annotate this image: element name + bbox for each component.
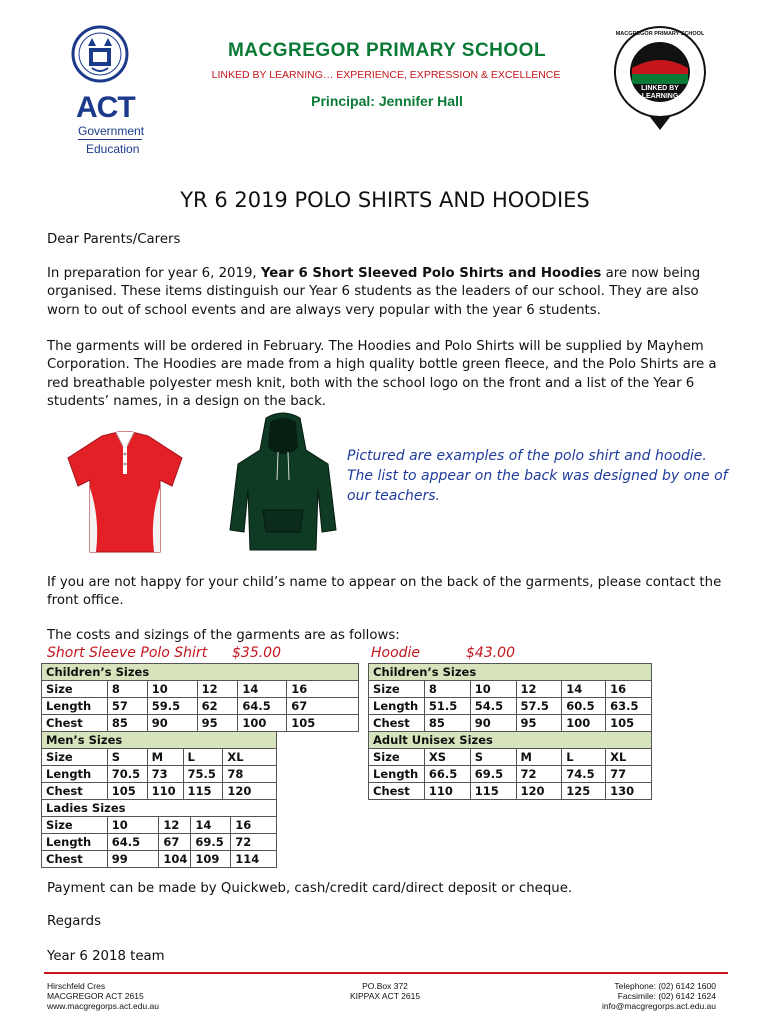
section-title: Ladies Sizes: [42, 800, 277, 817]
row-label: Chest: [42, 851, 108, 868]
act-divider: [78, 139, 142, 140]
table-cell: 67: [159, 834, 191, 851]
footer-divider: [44, 972, 728, 974]
table-cell: 12: [197, 681, 238, 698]
table-cell: 99: [107, 851, 159, 868]
act-government-logo: [62, 24, 152, 159]
table-row: [42, 817, 277, 834]
garments-paragraph: The garments will be ordered in February. The Hoodies and Polo Shirts will be supplied by Mayhem Corporation. The Hoodies are made from a high quality bottle green fleece, and the Polo Shirts are a red breathable polyester mesh knit, both with the school logo on the front and a list of the Year 6 students’ names, in a design on the back.: [47, 339, 717, 409]
table-cell: 14: [238, 681, 287, 698]
act-government-label: Government: [78, 124, 145, 138]
intro-paragraph: [47, 265, 727, 320]
hoodie-icon: [228, 410, 338, 560]
table-cell: 63.5: [606, 698, 652, 715]
row-label: Length: [42, 766, 108, 783]
costs-paragraph: The costs and sizings of the garments are as follows:: [47, 628, 400, 643]
footer-po-suburb: KIPPAX ACT 2615: [349, 991, 421, 1001]
polo-shirt-image: [60, 428, 190, 556]
badge-inner-text-2: LEARNING: [641, 93, 679, 100]
table-cell: L: [562, 749, 606, 766]
row-label: Size: [42, 749, 108, 766]
row-label: Length: [42, 698, 108, 715]
row-label: Length: [369, 766, 425, 783]
table-row: [42, 766, 277, 783]
table-cell: 105: [287, 715, 359, 732]
table-cell: 69.5: [470, 766, 516, 783]
table-cell: 90: [147, 715, 197, 732]
table-cell: 14: [191, 817, 231, 834]
table-cell: 115: [183, 783, 223, 800]
hoodie-heading: Hoodie: [371, 645, 421, 661]
row-label: Size: [369, 681, 425, 698]
row-label: Length: [369, 698, 425, 715]
table-cell: 125: [562, 783, 606, 800]
footer-website[interactable]: www.macgregorps.act.edu.au: [47, 1001, 159, 1011]
table-cell: XS: [424, 749, 470, 766]
section-title: Men’s Sizes: [42, 732, 277, 749]
table-cell: 12: [159, 817, 191, 834]
footer-suburb: MACGREGOR ACT 2615: [47, 991, 144, 1001]
footer-postal: [300, 981, 470, 1001]
table-cell: 72: [231, 834, 277, 851]
table-row: [369, 783, 652, 800]
table-row: [42, 851, 277, 868]
polo-price: $35.00: [232, 645, 281, 661]
table-cell: 10: [107, 817, 159, 834]
polo-size-table: [41, 663, 359, 732]
table-cell: 72: [516, 766, 562, 783]
table-cell: 85: [107, 715, 147, 732]
footer-address: [47, 981, 159, 1011]
table-row: [369, 766, 652, 783]
table-cell: 8: [424, 681, 470, 698]
hoodie-size-table: [368, 663, 652, 800]
table-cell: 105: [107, 783, 147, 800]
section-title: Children’s Sizes: [42, 664, 359, 681]
footer-contact: [520, 981, 716, 1011]
intro-text-after: are now being organised. These items distinguish our Year 6 students as the leaders of our school. They are also worn to out of school events and are always very popular with the year 6 students.: [47, 266, 701, 318]
table-cell: 100: [562, 715, 606, 732]
polo-mens-title-row: [42, 732, 277, 749]
table-cell: 95: [197, 715, 238, 732]
polo-ladies-table: [41, 799, 277, 868]
table-cell: 110: [424, 783, 470, 800]
pictured-caption: Pictured are examples of the polo shirt and hoodie. The list to appear on the back was designed by one of our teachers.: [347, 448, 728, 504]
table-row: [369, 749, 652, 766]
table-cell: L: [183, 749, 223, 766]
table-row: [369, 681, 652, 698]
row-label: Size: [42, 817, 108, 834]
table-cell: XL: [223, 749, 277, 766]
table-row: [42, 749, 277, 766]
table-row: [369, 698, 652, 715]
table-row: [42, 834, 277, 851]
table-cell: 120: [223, 783, 277, 800]
row-label: Chest: [42, 783, 108, 800]
table-cell: 74.5: [562, 766, 606, 783]
section-title: Children’s Sizes: [369, 664, 652, 681]
school-name: MACGREGOR PRIMARY SCHOOL: [227, 40, 547, 61]
table-row: [42, 783, 277, 800]
table-cell: 75.5: [183, 766, 223, 783]
table-cell: 73: [147, 766, 183, 783]
polo-heading: Short Sleeve Polo Shirt: [47, 645, 208, 661]
table-cell: 14: [562, 681, 606, 698]
table-cell: 105: [606, 715, 652, 732]
table-cell: XL: [606, 749, 652, 766]
hoodie-adult-title-row: [369, 732, 652, 749]
hoodie-image: [228, 410, 338, 560]
greeting: Dear Parents/Carers: [47, 232, 181, 247]
footer-facsimile: Facsimile: (02) 6142 1624: [617, 991, 716, 1001]
badge-ring-text: MACGREGOR PRIMARY SCHOOL: [615, 31, 705, 37]
table-cell: S: [107, 749, 147, 766]
page-title: YR 6 2019 POLO SHIRTS AND HOODIES: [180, 188, 590, 212]
table-cell: 10: [147, 681, 197, 698]
table-row: [369, 715, 652, 732]
table-cell: 95: [516, 715, 562, 732]
table-cell: 100: [238, 715, 287, 732]
table-cell: 57: [107, 698, 147, 715]
table-cell: 69.5: [191, 834, 231, 851]
table-cell: 8: [107, 681, 147, 698]
row-label: Chest: [369, 715, 425, 732]
table-cell: 57.5: [516, 698, 562, 715]
table-cell: 120: [516, 783, 562, 800]
footer-telephone: Telephone: (02) 6142 1600: [614, 981, 716, 991]
table-cell: 110: [147, 783, 183, 800]
table-cell: 109: [191, 851, 231, 868]
row-label: Size: [42, 681, 108, 698]
payment-paragraph: Payment can be made by Quickweb, cash/credit card/direct deposit or cheque.: [47, 881, 573, 896]
table-cell: 64.5: [238, 698, 287, 715]
school-badge-icon: [610, 22, 710, 132]
table-cell: 54.5: [470, 698, 516, 715]
table-cell: 10: [470, 681, 516, 698]
principal-name: Principal: Jennifer Hall: [311, 93, 463, 109]
table-cell: 114: [231, 851, 277, 868]
section-title: Adult Unisex Sizes: [369, 732, 652, 749]
table-cell: 60.5: [562, 698, 606, 715]
polo-mens-table: [41, 731, 277, 800]
hoodie-price: $43.00: [466, 645, 515, 661]
table-cell: 16: [231, 817, 277, 834]
table-cell: 78: [223, 766, 277, 783]
row-label: Chest: [369, 783, 425, 800]
polo-children-title-row: [42, 664, 359, 681]
table-cell: 90: [470, 715, 516, 732]
table-cell: 62: [197, 698, 238, 715]
act-abbrev: ACT: [76, 91, 135, 124]
intro-text-before: In preparation for year 6, 2019,: [47, 266, 261, 281]
table-cell: M: [516, 749, 562, 766]
table-row: [42, 681, 359, 698]
table-cell: 16: [287, 681, 359, 698]
table-cell: 12: [516, 681, 562, 698]
table-row: [42, 715, 359, 732]
table-cell: 70.5: [107, 766, 147, 783]
footer-po-box: PO.Box 372: [362, 981, 408, 991]
table-cell: 51.5: [424, 698, 470, 715]
table-row: [42, 698, 359, 715]
row-label: Size: [369, 749, 425, 766]
polo-ladies-title-row: [42, 800, 277, 817]
contact-paragraph: If you are not happy for your child’s name to appear on the back of the garments, please contact the front office.: [47, 575, 722, 609]
signoff: Year 6 2018 team: [47, 949, 165, 964]
table-cell: 130: [606, 783, 652, 800]
polo-shirt-icon: [60, 428, 190, 556]
table-cell: 16: [606, 681, 652, 698]
hoodie-children-title-row: [369, 664, 652, 681]
row-label: Length: [42, 834, 108, 851]
footer-email[interactable]: info@macgregorps.act.edu.au: [602, 1001, 716, 1011]
school-badge: [610, 22, 710, 132]
table-cell: 115: [470, 783, 516, 800]
regards: Regards: [47, 914, 102, 929]
table-cell: S: [470, 749, 516, 766]
footer-street: Hirschfeld Cres: [47, 981, 106, 991]
row-label: Chest: [42, 715, 108, 732]
table-cell: 59.5: [147, 698, 197, 715]
table-cell: M: [147, 749, 183, 766]
school-motto: LINKED BY LEARNING… EXPERIENCE, EXPRESSION & EXCELLENCE: [211, 69, 561, 81]
table-cell: 66.5: [424, 766, 470, 783]
table-cell: 67: [287, 698, 359, 715]
table-cell: 85: [424, 715, 470, 732]
table-cell: 77: [606, 766, 652, 783]
act-education-label: Education: [86, 142, 140, 156]
table-cell: 64.5: [107, 834, 159, 851]
intro-text-bold: Year 6 Short Sleeved Polo Shirts and Hoodies: [260, 266, 602, 281]
badge-inner-text-1: LINKED BY: [641, 85, 679, 92]
table-cell: 104: [159, 851, 191, 868]
